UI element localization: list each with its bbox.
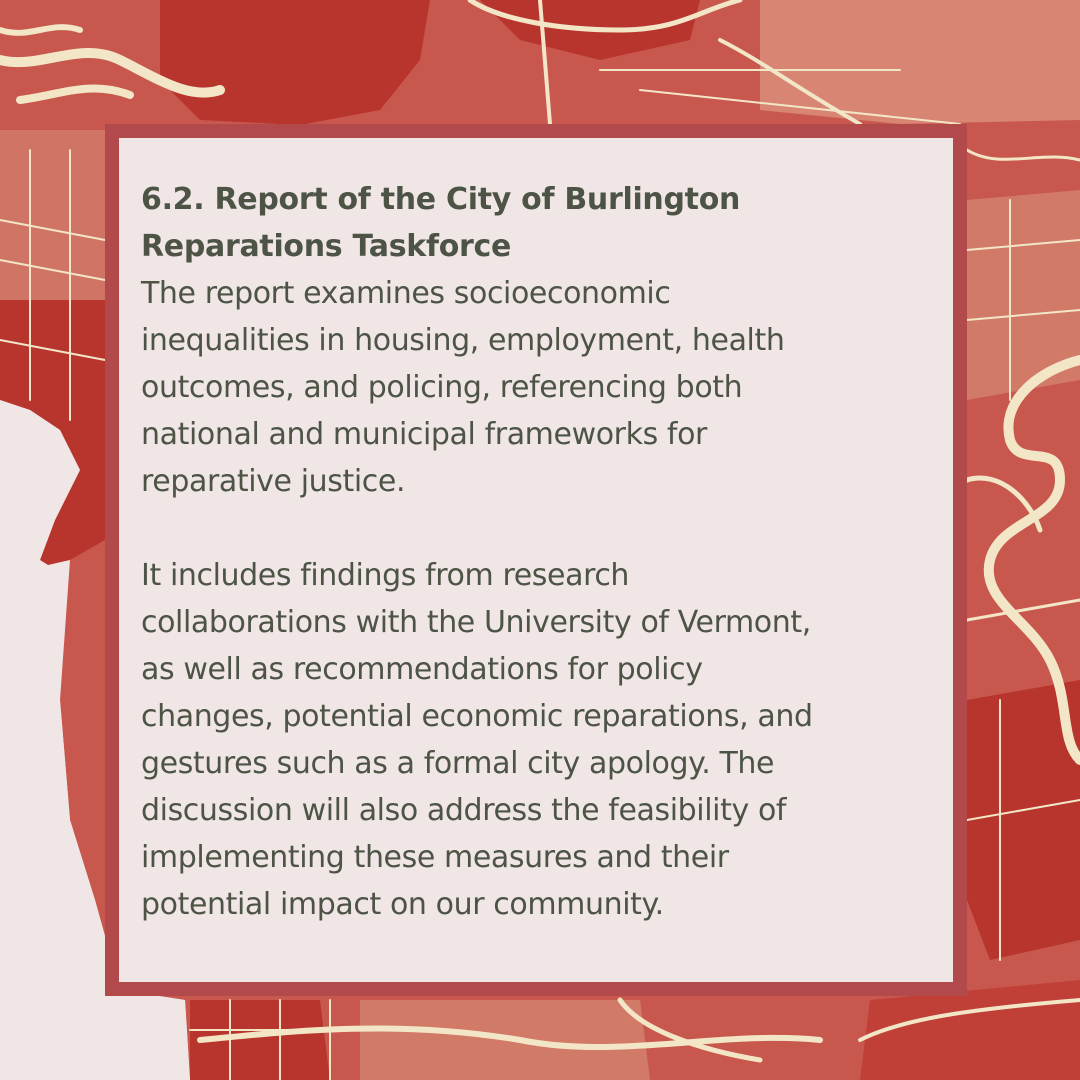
paragraph-line: potential impact on our community. xyxy=(141,887,664,922)
paragraph-line: implementing these measures and their xyxy=(141,840,729,875)
paragraph-line: discussion will also address the feasibility of xyxy=(141,793,787,828)
paragraph-1 xyxy=(141,270,935,505)
paragraph-line: The report examines socioeconomic xyxy=(141,276,671,311)
paragraph-line: outcomes, and policing, referencing both xyxy=(141,370,743,405)
paragraph-line: reparative justice. xyxy=(141,464,406,499)
paragraph-line: national and municipal frameworks for xyxy=(141,417,707,452)
paragraph-line: gestures such as a formal city apology. The xyxy=(141,746,775,781)
paragraph-line: It includes findings from research xyxy=(141,558,630,593)
card-title-line: 6.2. Report of the City of Burlington xyxy=(141,182,741,217)
card-title xyxy=(141,176,935,270)
paragraph-line: inequalities in housing, employment, health xyxy=(141,323,785,358)
card-content xyxy=(141,176,935,928)
text-card xyxy=(105,124,967,996)
paragraph-line: as well as recommendations for policy xyxy=(141,652,703,687)
paragraph-line: changes, potential economic reparations, and xyxy=(141,699,813,734)
land-light-left xyxy=(0,130,105,300)
paragraph-spacer xyxy=(141,505,935,552)
paragraph-2 xyxy=(141,552,935,928)
land-light-top-right xyxy=(760,0,1080,124)
paragraph-line: collaborations with the University of Vermont, xyxy=(141,605,811,640)
water-bottom-left xyxy=(0,990,190,1080)
card-title-line: Reparations Taskforce xyxy=(141,229,512,264)
